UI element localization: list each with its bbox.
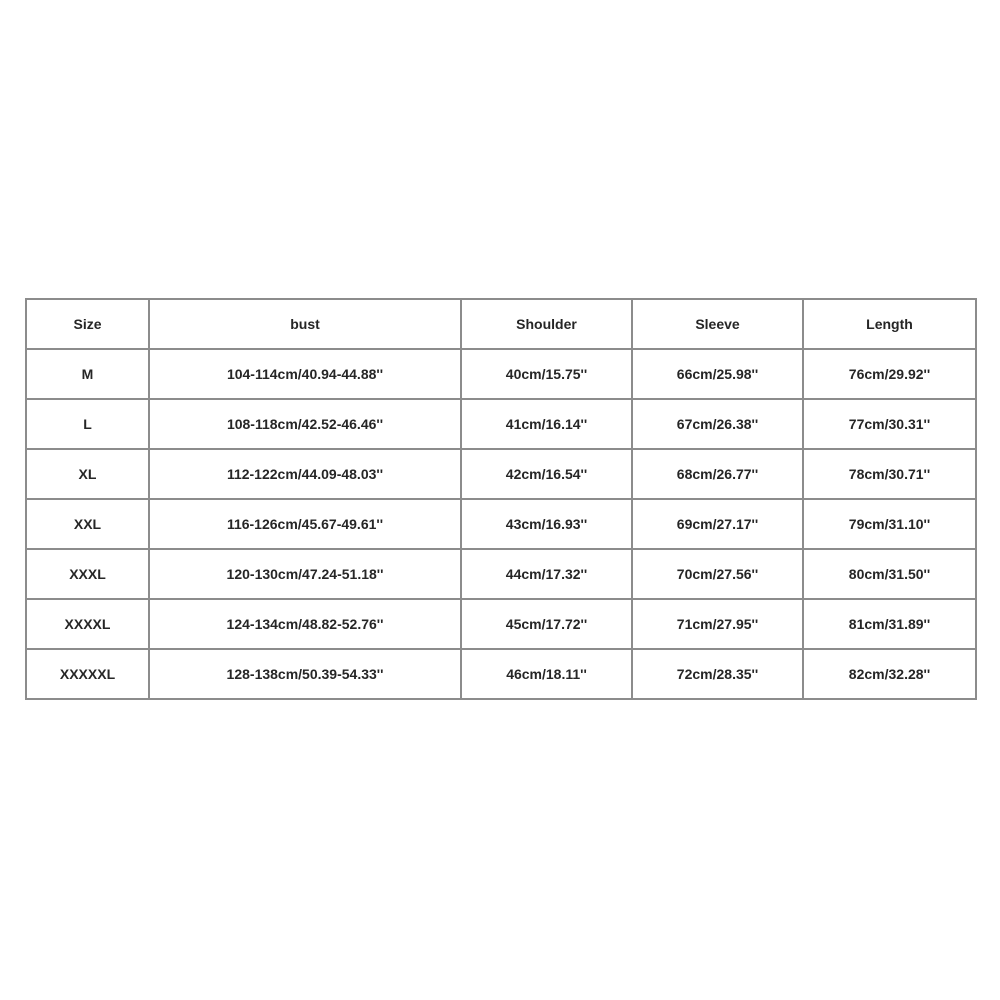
- cell-size: M: [26, 349, 149, 399]
- cell-sleeve: 72cm/28.35'': [632, 649, 803, 699]
- table-row: [26, 499, 976, 549]
- cell-shoulder: 42cm/16.54'': [461, 449, 632, 499]
- cell-size: L: [26, 399, 149, 449]
- cell-bust: 124-134cm/48.82-52.76'': [149, 599, 461, 649]
- table-row: [26, 449, 976, 499]
- cell-sleeve: 67cm/26.38'': [632, 399, 803, 449]
- cell-shoulder: 45cm/17.72'': [461, 599, 632, 649]
- header-shoulder: Shoulder: [461, 299, 632, 349]
- cell-bust: 120-130cm/47.24-51.18'': [149, 549, 461, 599]
- table-row: [26, 399, 976, 449]
- cell-sleeve: 70cm/27.56'': [632, 549, 803, 599]
- table-row: [26, 649, 976, 699]
- cell-length: 82cm/32.28'': [803, 649, 976, 699]
- cell-shoulder: 44cm/17.32'': [461, 549, 632, 599]
- cell-length: 76cm/29.92'': [803, 349, 976, 399]
- table-row: [26, 349, 976, 399]
- cell-length: 79cm/31.10'': [803, 499, 976, 549]
- cell-shoulder: 40cm/15.75'': [461, 349, 632, 399]
- cell-size: XXL: [26, 499, 149, 549]
- header-sleeve: Sleeve: [632, 299, 803, 349]
- cell-size: XXXXL: [26, 599, 149, 649]
- size-chart-table: [25, 298, 977, 700]
- table-row: [26, 599, 976, 649]
- table-row: [26, 549, 976, 599]
- cell-bust: 128-138cm/50.39-54.33'': [149, 649, 461, 699]
- cell-bust: 108-118cm/42.52-46.46'': [149, 399, 461, 449]
- cell-size: XXXL: [26, 549, 149, 599]
- cell-shoulder: 41cm/16.14'': [461, 399, 632, 449]
- cell-length: 81cm/31.89'': [803, 599, 976, 649]
- cell-sleeve: 66cm/25.98'': [632, 349, 803, 399]
- cell-shoulder: 46cm/18.11'': [461, 649, 632, 699]
- cell-bust: 104-114cm/40.94-44.88'': [149, 349, 461, 399]
- header-size: Size: [26, 299, 149, 349]
- cell-length: 77cm/30.31'': [803, 399, 976, 449]
- cell-sleeve: 69cm/27.17'': [632, 499, 803, 549]
- cell-size: XXXXXL: [26, 649, 149, 699]
- cell-shoulder: 43cm/16.93'': [461, 499, 632, 549]
- cell-bust: 116-126cm/45.67-49.61'': [149, 499, 461, 549]
- cell-size: XL: [26, 449, 149, 499]
- cell-bust: 112-122cm/44.09-48.03'': [149, 449, 461, 499]
- cell-sleeve: 71cm/27.95'': [632, 599, 803, 649]
- cell-length: 78cm/30.71'': [803, 449, 976, 499]
- header-bust: bust: [149, 299, 461, 349]
- cell-sleeve: 68cm/26.77'': [632, 449, 803, 499]
- header-row: [26, 299, 976, 349]
- cell-length: 80cm/31.50'': [803, 549, 976, 599]
- header-length: Length: [803, 299, 976, 349]
